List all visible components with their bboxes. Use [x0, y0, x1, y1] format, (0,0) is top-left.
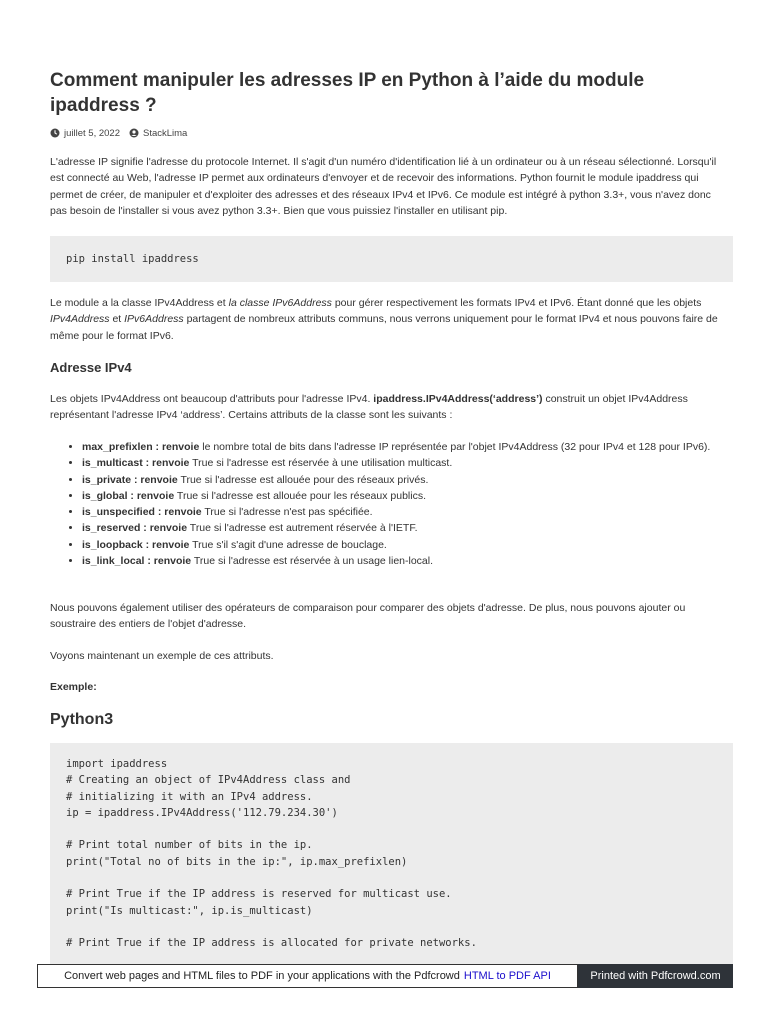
ipv4-paragraph: Les objets IPv4Address ont beaucoup d'attributs pour l'adresse IPv4. ipaddress.IPv4Address(‘address’) construit un objet IPv4Address représentant l'adresse IPv4 ‘address’. Certains attributs de la classe sont les suivants : [50, 393, 688, 422]
example-intro: Voyons maintenant un exemple de ces attributs. [50, 650, 274, 662]
install-code-block: pip install ipaddress [50, 236, 733, 282]
list-item: • max_prefixlen : renvoie le nombre total de bits dans l'adresse IP représentée par l'objet IPv4Address (32 pour IPv4 et 128 pour IPv6). [82, 439, 733, 455]
example-code-block: import ipaddress # Creating an object of IPv4Address class and # initializing it with an IPv4 address. ip = ipaddress.IPv4Address('112.79.234.30') # Print total number of bits in the ip. print("Total no of bits in the ip:", ip.max_prefixlen) # Print True if the IP address is reserved for multicast use. print("Is multicast:", ip.is_multicast) # Print True if the IP address is allocated for private networks. [50, 743, 733, 964]
post-author[interactable] [129, 128, 187, 139]
list-item: • is_reserved : renvoie True si l'adresse est autrement réservée à l'IETF. [82, 520, 733, 536]
list-item: • is_unspecified : renvoie True si l'adresse n'est pas spécifiée. [82, 504, 733, 520]
attributes-list [50, 439, 733, 569]
list-item: • is_link_local : renvoie True si l'adresse est réservée à un usage lien-local. [82, 553, 733, 569]
footer-convert-box [37, 964, 578, 988]
page-title: Comment manipuler les adresses IP en Python à l’aide du module ipaddress ? [50, 70, 645, 116]
post-date-text: juillet 5, 2022 [64, 127, 120, 139]
list-item: • is_multicast : renvoie True si l'adresse est réservée à une utilisation multicast. [82, 455, 733, 471]
footer-text: Convert web pages and HTML files to PDF in your applications with the Pdfcrowd [64, 970, 460, 982]
list-item: • is_global : renvoie True si l'adresse est allouée pour les réseaux publics. [82, 488, 733, 504]
post-meta [50, 125, 196, 141]
compare-paragraph: Nous pouvons également utiliser des opérateurs de comparaison pour comparer des objets d'adresse. De plus, nous pouvons ajouter ou soustraire des entiers de l'objet d'adresse. [50, 602, 686, 631]
list-item: • is_loopback : renvoie True s'il s'agit d'une adresse de bouclage. [82, 537, 733, 553]
intro-paragraph: L'adresse IP signifie l'adresse du protocole Internet. Il s'agit d'un numéro d'identification lié à un ordinateur ou à un réseau sélectionné. Lorsqu'il est connecté au Web, l'adresse IP permet aux ordinateurs d'envoyer et de recevoir des informations. Python fournit le module ipaddress qui permet de créer, de manipuler et d'exploiter des adresses et des réseaux IPv4 et IPv6. Ce module est intégré à python 3.3+, vous n'avez donc pas besoin de l'installer si vous avez python 3.3+. Bien que vous puissiez l'installer en utilisant pip. [50, 156, 717, 218]
clock-icon [50, 128, 60, 138]
user-icon [129, 128, 139, 138]
example-label: Exemple: [50, 681, 97, 693]
list-item: • is_private : renvoie True si l'adresse est allouée pour des réseaux privés. [82, 472, 733, 488]
post-author-text: StackLima [142, 127, 188, 139]
printed-with-badge[interactable]: Printed with Pdfcrowd.com [578, 964, 733, 988]
pdf-footer-banner [37, 964, 733, 988]
heading-ipv4: Adresse IPv4 [50, 360, 132, 375]
html-to-pdf-link[interactable]: HTML to PDF API [463, 970, 551, 982]
post-date [50, 128, 120, 139]
module-paragraph: Le module a la classe IPv4Address et la classe IPv6Address pour gérer respectivement les formats IPv4 et IPv6. Étant donné que les objets IPv4Address et IPv6Address partagent de nombreux attributs communs, nous verrons uniquement pour le format IPv4 et nous pouvons faire de même pour le format IPv6. [50, 297, 718, 342]
heading-python3: Python3 [50, 711, 114, 728]
